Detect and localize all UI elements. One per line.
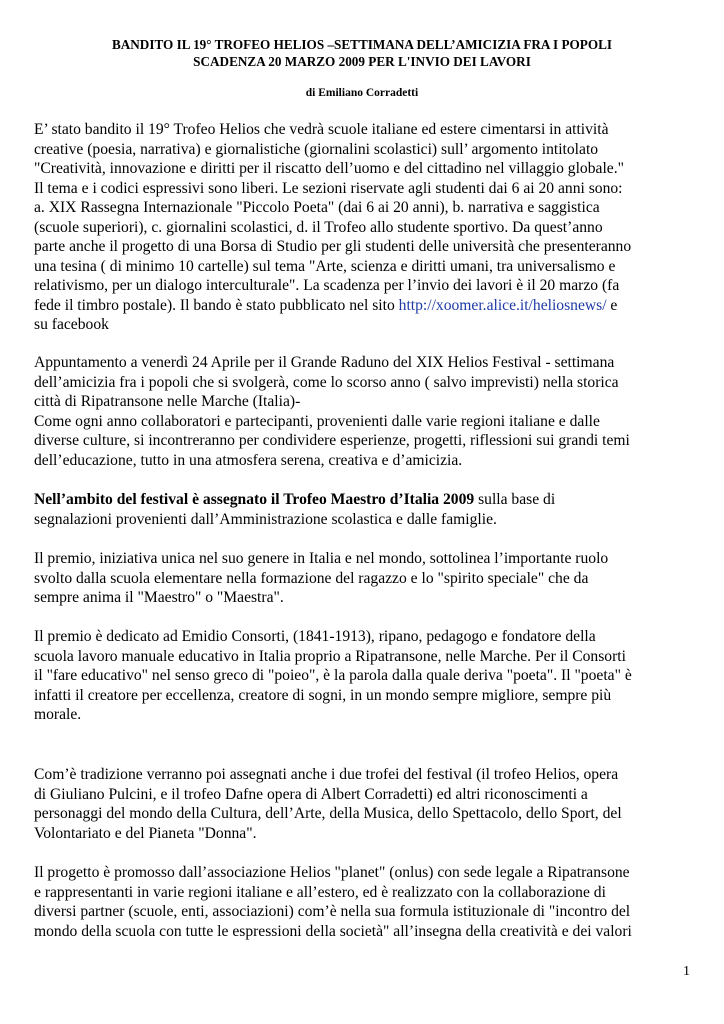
text-segment: e [606, 296, 618, 314]
bold-text: Nell’ambito del festival è assegnato il Trofeo Maestro d’Italia 2009 [34, 491, 475, 508]
text-line: Il premio, iniziativa unica nel suo genere in Italia e nel mondo, sottolinea l’importante ruolo [34, 550, 609, 567]
text-segment: sulla base di [474, 491, 556, 508]
text-line: su facebook [34, 316, 109, 333]
paragraph-prize-description [34, 549, 694, 608]
text-line: Il progetto è promosso dall’associazione Helios "planet" (onlus) con sede legale a Ripatransone [34, 864, 630, 881]
paragraph-project-promotion [34, 863, 694, 941]
document-title-line-2: SCADENZA 20 MARZO 2009 PER L'INVIO DEI LAVORI [193, 54, 531, 69]
text-line [34, 490, 694, 510]
text-segment: fede il timbro postale). Il bando è stato pubblicato nel sito [34, 296, 399, 314]
text-line: Appuntamento a venerdì 24 Aprile per il Grande Raduno del XIX Helios Festival - settimana [34, 354, 615, 371]
text-line: Com’è tradizione verranno poi assegnati anche i due trofei del festival (il trofeo Helios, opera [34, 766, 619, 783]
text-line: morale. [34, 706, 82, 723]
text-line: dell’amicizia fra i popoli che si svolgerà, come lo scorso anno ( salvo imprevisti) nella storica [34, 373, 619, 391]
text-line: Come ogni anno collaboratori e partecipanti, provenienti dalle varie regioni italiane e dalle [34, 412, 600, 430]
text-line: (scuole superiori), c. giornalini scolastici, d. il Trofeo allo studente sportivo. Da quest’anno [34, 218, 603, 236]
text-line: scuola lavoro manuale educativo in Italia proprio a Ripatransone, nelle Marche. Per il Consorti [34, 647, 626, 665]
paragraph-emidio-consorti [34, 627, 694, 725]
helios-news-link[interactable]: http://xoomer.alice.it/heliosnews/ [398, 296, 607, 314]
text-line: segnalazioni provenienti dall’Amministrazione scolastica e dalle famiglie. [34, 510, 497, 528]
text-line: il "fare educativo" nel senso greco di "poieo", è la parola dalla quale deriva "poeta". Il "poeta" è [34, 667, 632, 684]
text-line: Il tema e i codici espressivi sono liberi. Le sezioni riservate agli studenti dai 6 ai 20 anni sono: [34, 179, 623, 197]
text-line: "Creatività, innovazione e diritti per il riscatto dell’uomo e del cittadino nel villaggio globale." [34, 160, 624, 177]
paragraph-maestro-trophy [34, 490, 694, 529]
text-line: parte anche il progetto di una Borsa di Studio per gli studenti delle università che presenteranno [34, 238, 632, 255]
text-line: relativismo, per un dialogo interculturale". La scadenza per l’invio dei lavori è il 20 marzo (fa [34, 277, 620, 294]
text-line: mondo della scuola con tutte le espressioni della società" all’insegna della creatività e dei valori [34, 922, 632, 940]
text-line: una tesina ( di minimo 10 cartelle) sul tema "Arte, scienza e diritti umani, tra universalismo e [34, 257, 616, 275]
text-line: a. XIX Rassegna Internazionale "Piccolo Poeta" (dai 6 ai 20 anni), b. narrativa e saggistica [34, 199, 600, 216]
text-line: Volontariato e del Pianeta "Donna". [34, 824, 257, 842]
text-line: E’ stato bandito il 19° Trofeo Helios che vedrà scuole italiane ed estere cimentarsi in attività [34, 121, 609, 138]
text-line: di Giuliano Pulcini, e il trofeo Dafne opera di Albert Corradetti) ed altri riconoscimenti a [34, 785, 588, 803]
text-line: svolto dalla scuola elementare nella formazione del ragazzo e lo "spirito speciale" che da [34, 569, 589, 587]
paragraph-festival-date [34, 353, 694, 470]
text-line: Il premio è dedicato ad Emidio Consorti, (1841-1913), ripano, pedagogo e fondatore della [34, 628, 596, 645]
author-byline: di Emiliano Corradetti [305, 87, 419, 99]
text-line: personaggi del mondo della Cultura, dell’Arte, della Musica, dello Spettacolo, dello Sport, del [34, 805, 622, 822]
text-line: diversi partner (scuole, enti, associazioni) com’è nella sua formula istituzionale di "incontro del [34, 903, 631, 920]
text-line: creative (poesia, narrativa) e giornalistiche (giornalini scolastici) sull’ argomento intitolato [34, 140, 599, 158]
text-line: e rappresentanti in varie regioni italiane e all’estero, ed è realizzato con la collaborazione di [34, 883, 606, 901]
text-line: città di Ripatransone nelle Marche (Italia)- [34, 393, 301, 410]
paragraph-announcement [34, 120, 694, 335]
text-line: dell’educazione, tutto in una atmosfera serena, creativa e d’amicizia. [34, 451, 463, 469]
paragraph-festival-trophies [34, 765, 694, 843]
page-number: 1 [683, 964, 690, 979]
text-line: infatti il creatore per eccellenza, creatore di sogni, in un mondo sempre migliore, sempre più [34, 686, 612, 704]
text-line-with-link [34, 296, 694, 316]
text-line: diverse culture, si incontreranno per condividere esperienze, progetti, riflessioni sui grandi temi [34, 432, 630, 449]
text-line: sempre anima il "Maestro" o "Maestra". [34, 589, 284, 606]
document-title-line-1: BANDITO IL 19° TROFEO HELIOS –SETTIMANA DELL’AMICIZIA FRA I POPOLI [111, 37, 613, 52]
